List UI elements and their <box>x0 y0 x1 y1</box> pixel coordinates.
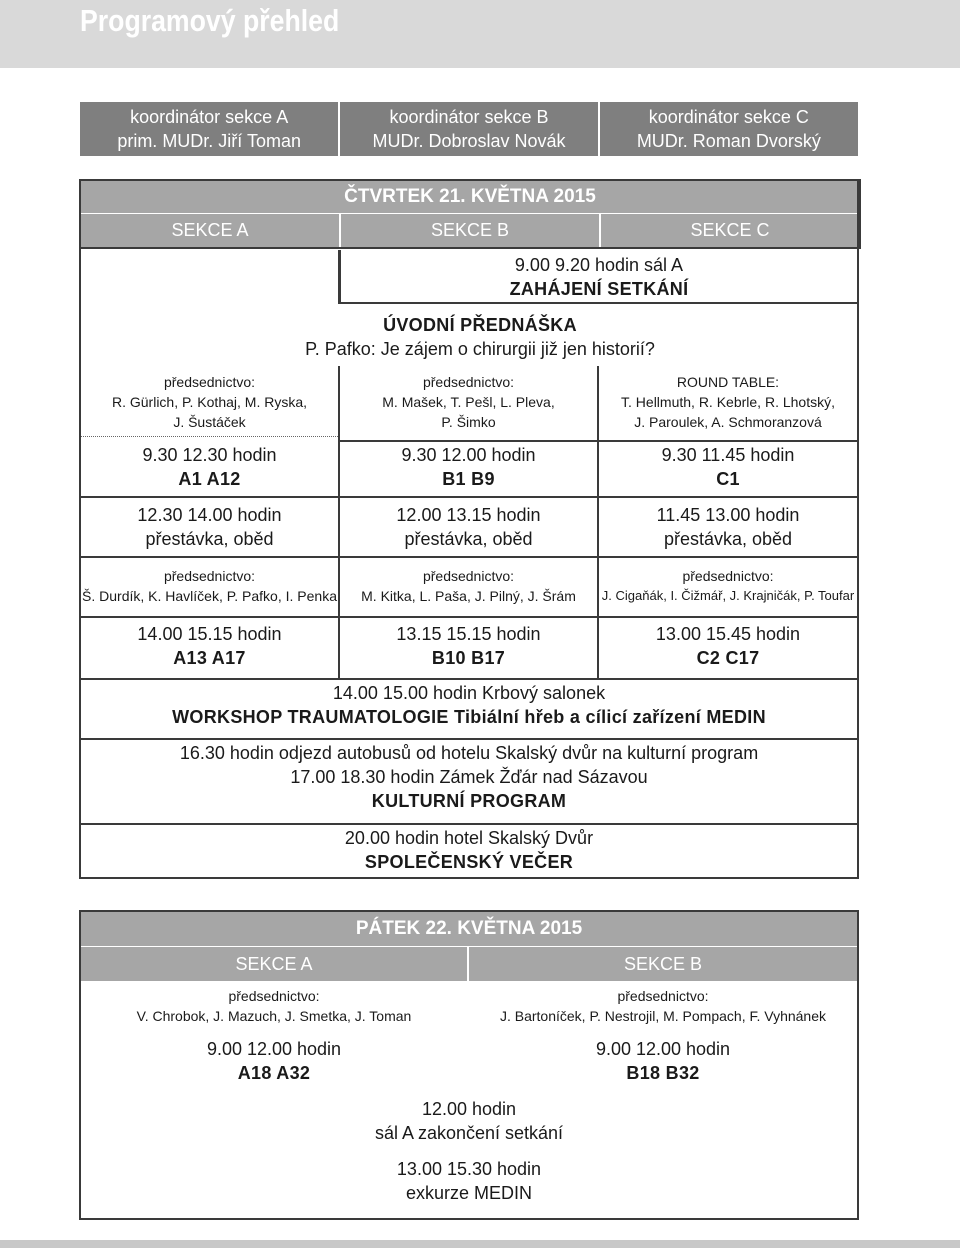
friday-closing: 12.00 hodin sál A zakončení setkání <box>374 1099 564 1143</box>
opening-title: ZAHÁJENÍ SETKÁNÍ <box>509 279 689 299</box>
friday-section-a-header: SEKCE A <box>81 946 469 981</box>
opening-box <box>339 250 859 304</box>
lunch-a: 12.30 14.00 hodin přestávka, oběd <box>137 505 282 549</box>
bottom-bar <box>0 1240 960 1248</box>
coordinators-table <box>80 102 858 156</box>
horizontal-rule-b <box>340 440 597 442</box>
friday-presidium-a: předsednictvo: V. Chrobok, J. Mazuch, J. Smetka, J. Toman <box>136 988 412 1024</box>
block1-c: 9.30 11.45 hodin C1 <box>661 445 795 489</box>
horizontal-rule-4 <box>81 616 857 618</box>
thursday-date: ČTVRTEK 21. KVĚTNA 2015 <box>80 180 860 214</box>
social-evening: 20.00 hodin hotel Skalský Dvůr SPOLEČENSKÝ VEČER <box>344 828 594 872</box>
presidium2-a: předsednictvo: Š. Durdík, K. Havlíček, P. Pafko, I. Penka <box>82 568 337 604</box>
presidium-b: předsednictvo: M. Mašek, T. Pešl, L. Pleva, P. Šimko <box>382 374 555 430</box>
horizontal-rule-7 <box>81 823 857 825</box>
lecture-box <box>260 304 700 366</box>
friday-section-b-header: SEKCE B <box>469 946 857 981</box>
horizontal-rule-a <box>81 436 338 438</box>
horizontal-rule-3 <box>81 556 857 558</box>
block2-a: 14.00 15.15 hodin A13 A17 <box>137 624 282 668</box>
thursday-schedule <box>79 179 861 249</box>
horizontal-rule-2a <box>81 496 857 498</box>
block2-c: 13.00 15.45 hodin C2 C17 <box>655 624 801 668</box>
page-title: Programový přehled <box>80 3 340 38</box>
horizontal-rule-c <box>599 440 857 442</box>
horizontal-rule-6 <box>81 738 857 740</box>
friday-block-a: 9.00 12.00 hodin A18 A32 <box>206 1039 342 1083</box>
block1-a: 9.30 12.30 hodin A1 A12 <box>142 445 277 489</box>
culture-program: 16.30 hodin odjezd autobusů od hotelu Skalský dvůr na kulturní program 17.00 18.30 hodin Zámek Žďár nad Sázavou KULTURNÍ PROGRAM <box>179 743 759 811</box>
block1-b: 9.30 12.00 hodin B1 B9 <box>401 445 536 489</box>
round-table-c: ROUND TABLE: T. Hellmuth, R. Kebrle, R. Lhotský, J. Paroulek, A. Schmoranzová <box>621 374 835 430</box>
section-c-header: SEKCE C <box>600 214 860 248</box>
lunch-c: 11.45 13.00 hodin přestávka, oběd <box>656 505 800 549</box>
lecture-text: P. Pafko: Je zájem o chirurgii již jen historií? <box>305 339 655 359</box>
section-b-header: SEKCE B <box>340 214 600 248</box>
coordinator-b: koordinátor sekce B MUDr. Dobroslav Novák <box>339 102 598 156</box>
presidium2-b: předsednictvo: M. Kitka, L. Paša, J. Pilný, J. Šrám <box>361 568 576 604</box>
section-a-header: SEKCE A <box>80 214 340 248</box>
coordinator-a: koordinátor sekce A prim. MUDr. Jiří Toman <box>80 102 339 156</box>
friday-excursion: 13.00 15.30 hodin exkurze MEDIN <box>396 1159 542 1203</box>
friday-date: PÁTEK 22. KVĚTNA 2015 <box>81 912 857 946</box>
lecture-title: ÚVODNÍ PŘEDNÁŠKA <box>383 315 577 335</box>
block2-b: 13.15 15.15 hodin B10 B17 <box>396 624 541 668</box>
friday-presidium-b: předsednictvo: J. Bartoníček, P. Nestrojil, M. Pompach, F. Vyhnánek <box>499 988 827 1024</box>
presidium-a: předsednictvo: R. Gürlich, P. Kothaj, M. Ryska, J. Šustáček <box>111 374 308 430</box>
horizontal-rule-5 <box>81 678 857 680</box>
friday-block-b: 9.00 12.00 hodin B18 B32 <box>595 1039 731 1083</box>
coordinator-c: koordinátor sekce C MUDr. Roman Dvorský <box>599 102 858 156</box>
opening-time: 9.00 9.20 hodin sál A <box>514 255 684 275</box>
workshop: 14.00 15.00 hodin Krbový salonek WORKSHOP TRAUMATOLOGIE Tibiální hřeb a cílicí zařízení MEDIN <box>172 683 766 727</box>
lunch-b: 12.00 13.15 hodin přestávka, oběd <box>396 505 541 549</box>
col-separator-1 <box>338 250 340 304</box>
presidium2-c: předsednictvo: J. Cigaňák, I. Čižmář, J. Krajničák, P. Toufar <box>601 568 855 603</box>
